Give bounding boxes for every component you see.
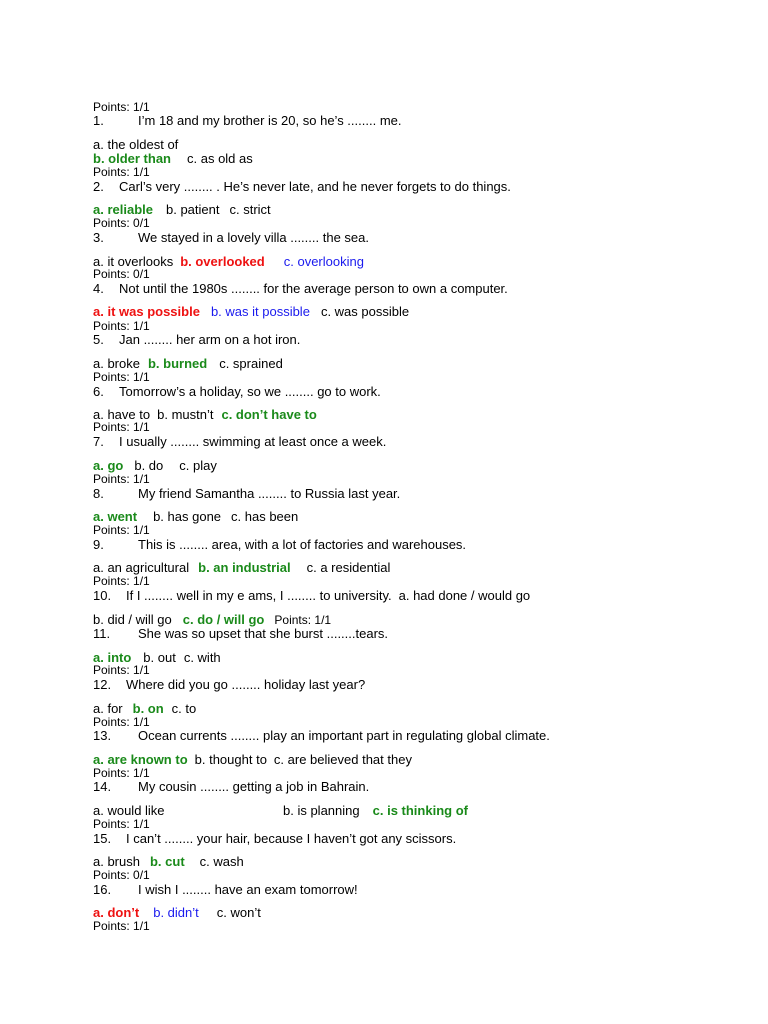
points-label: Points: 1/1: [93, 817, 150, 831]
question-text: I can’t ........ your hair, because I haven’t got any scissors.: [126, 831, 457, 846]
options-row: [93, 701, 196, 716]
question-13: [93, 728, 550, 743]
option-b[interactable]: b. didn’t: [153, 905, 199, 920]
option-c[interactable]: c. as old as: [187, 151, 253, 166]
points-label: Points: 1/1: [93, 766, 150, 780]
options-row: [93, 803, 468, 818]
question-number: 2.: [93, 179, 104, 194]
question-text: I wish I ........ have an exam tomorrow!: [138, 882, 358, 897]
question-text: We stayed in a lovely villa ........ the sea.: [138, 230, 369, 245]
question-number: 11.: [93, 626, 111, 641]
points-label: Points: 1/1: [93, 420, 150, 434]
question-15: [93, 831, 456, 846]
options-row: [93, 560, 390, 575]
question-number: 4.: [93, 281, 104, 296]
option-b[interactable]: b. did / will go: [93, 612, 172, 627]
question-number: 14.: [93, 779, 112, 794]
options-row: [93, 304, 409, 319]
option-a[interactable]: a. brush: [93, 854, 140, 869]
option-b[interactable]: b. patient: [165, 202, 220, 217]
option-b[interactable]: b. thought to: [194, 752, 267, 767]
option-a[interactable]: a. go: [93, 458, 124, 473]
option-c[interactable]: c. sprained: [219, 356, 283, 371]
question-text: My friend Samantha ........ to Russia last year.: [138, 486, 401, 501]
points-label: Points: 0/1: [93, 216, 150, 230]
points-label: Points: 1/1: [93, 100, 150, 114]
points-label: Points: 1/1: [93, 319, 150, 333]
option-a[interactable]: a. it overlooks: [93, 254, 174, 269]
options-row: [93, 151, 253, 166]
question-text: My cousin ........ getting a job in Bahrain.: [138, 779, 370, 794]
option-c[interactable]: c. wash: [199, 854, 244, 869]
question-text: This is ........ area, with a lot of factories and warehouses.: [138, 537, 467, 552]
option-c[interactable]: c. was possible: [320, 304, 410, 319]
question-12: [93, 677, 365, 692]
question-number: 16.: [93, 882, 112, 897]
option-a[interactable]: a. don’t: [93, 905, 140, 920]
points-label: Points: 1/1: [274, 613, 332, 627]
option-c[interactable]: c. to: [171, 701, 197, 716]
question-text: If I ........ well in my e ams, I ........ to university.: [126, 588, 392, 603]
points-label: Points: 0/1: [93, 868, 150, 882]
question-text: She was so upset that she burst ........tears.: [138, 626, 389, 641]
option-c[interactable]: c. are believed that they: [273, 752, 412, 767]
question-number: 10.: [93, 588, 112, 603]
question-number: 7.: [93, 434, 104, 449]
option-a[interactable]: a. it was possible: [93, 304, 200, 319]
question-number: 5.: [93, 332, 104, 347]
points-label: Points: 1/1: [93, 919, 150, 933]
question-10: [93, 588, 530, 603]
option-b[interactable]: b. has gone: [153, 509, 222, 524]
option-b[interactable]: b. an industrial: [198, 560, 291, 575]
question-text: Not until the 1980s ........ for the average person to own a computer.: [119, 281, 508, 296]
points-label: Points: 1/1: [93, 165, 150, 179]
option-b[interactable]: b. was it possible: [210, 304, 310, 319]
option-c[interactable]: c. is thinking of: [372, 803, 468, 818]
question-8: [93, 486, 400, 501]
options-row: [93, 905, 261, 920]
options-row: [93, 458, 217, 473]
option-a[interactable]: a. the oldest of: [93, 137, 179, 152]
points-label: Points: 0/1: [93, 267, 150, 281]
question-number: 15.: [93, 831, 112, 846]
points-label: Points: 1/1: [93, 574, 150, 588]
option-b[interactable]: b. out: [143, 650, 176, 665]
option-b[interactable]: b. cut: [149, 854, 185, 869]
option-a[interactable]: a. have to: [93, 407, 151, 422]
question-6: [93, 384, 381, 399]
question-16: [93, 882, 358, 897]
option-b[interactable]: b. do: [134, 458, 164, 473]
question-14: [93, 779, 369, 794]
question-text: Where did you go ........ holiday last year?: [126, 677, 366, 692]
options-row: [93, 509, 298, 524]
option-b[interactable]: b. mustn’t: [157, 407, 214, 422]
question-number: 9.: [93, 537, 104, 552]
option-a[interactable]: a. are known to: [93, 752, 188, 767]
points-label: Points: 1/1: [93, 523, 150, 537]
option-a[interactable]: a. into: [93, 650, 132, 665]
option-a[interactable]: a. would like: [93, 803, 165, 818]
option-c[interactable]: c. strict: [229, 202, 271, 217]
points-label: Points: 1/1: [93, 715, 150, 729]
question-number: 1.: [93, 113, 104, 128]
option-a[interactable]: a. for: [93, 701, 123, 716]
option-b[interactable]: b. overlooked: [180, 254, 265, 269]
option-b[interactable]: b. burned: [147, 356, 208, 371]
question-number: 6.: [93, 384, 104, 399]
question-number: 3.: [93, 230, 104, 245]
options-row: [93, 612, 331, 627]
option-b[interactable]: b. older than: [93, 151, 171, 166]
question-text: I usually ........ swimming at least once a week.: [119, 434, 387, 449]
question-text: Tomorrow’s a holiday, so we ........ go to work.: [119, 384, 381, 399]
question-7: [93, 434, 386, 449]
options-row: [93, 752, 412, 767]
option-c[interactable]: c. do / will go: [182, 612, 265, 627]
question-text: Ocean currents ........ play an important part in regulating global climate.: [138, 728, 550, 743]
option-c[interactable]: c. a residential: [306, 560, 391, 575]
question-2: [93, 179, 511, 194]
points-label: Points: 1/1: [93, 472, 150, 486]
option-a[interactable]: a. went: [93, 509, 138, 524]
question-number: 8.: [93, 486, 104, 501]
option-c[interactable]: c. with: [183, 650, 221, 665]
question-number: 12.: [93, 677, 112, 692]
option-b[interactable]: b. is planning: [283, 803, 360, 818]
question-9: [93, 537, 466, 552]
points-label: Points: 1/1: [93, 663, 150, 677]
points-label: Points: 1/1: [93, 370, 150, 384]
option-a[interactable]: a. reliable: [93, 202, 153, 217]
options-row: [93, 854, 244, 869]
question-text: Jan ........ her arm on a hot iron.: [119, 332, 301, 347]
question-5: [93, 332, 300, 347]
option-a[interactable]: a. broke: [93, 356, 140, 371]
option-c[interactable]: c. overlooking: [283, 254, 364, 269]
option-c[interactable]: c. play: [179, 458, 217, 473]
option-a[interactable]: a. an agricultural: [93, 560, 190, 575]
question-text: Carl’s very ........ . He’s never late, and he never forgets to do things.: [119, 179, 511, 194]
question-11: [93, 626, 388, 641]
question-1: [93, 113, 402, 128]
option-b[interactable]: b. on: [132, 701, 164, 716]
option-a[interactable]: a. had done / would go: [398, 588, 531, 603]
options-row: [93, 356, 283, 371]
question-4: [93, 281, 508, 296]
question-number: 13.: [93, 728, 112, 743]
option-c[interactable]: c. don’t have to: [221, 407, 317, 422]
option-c[interactable]: c. has been: [231, 509, 299, 524]
question-text: I’m 18 and my brother is 20, so he’s ........ me.: [138, 113, 402, 128]
options-row: [93, 202, 271, 217]
option-c[interactable]: c. won’t: [216, 905, 261, 920]
question-3: [93, 230, 369, 245]
